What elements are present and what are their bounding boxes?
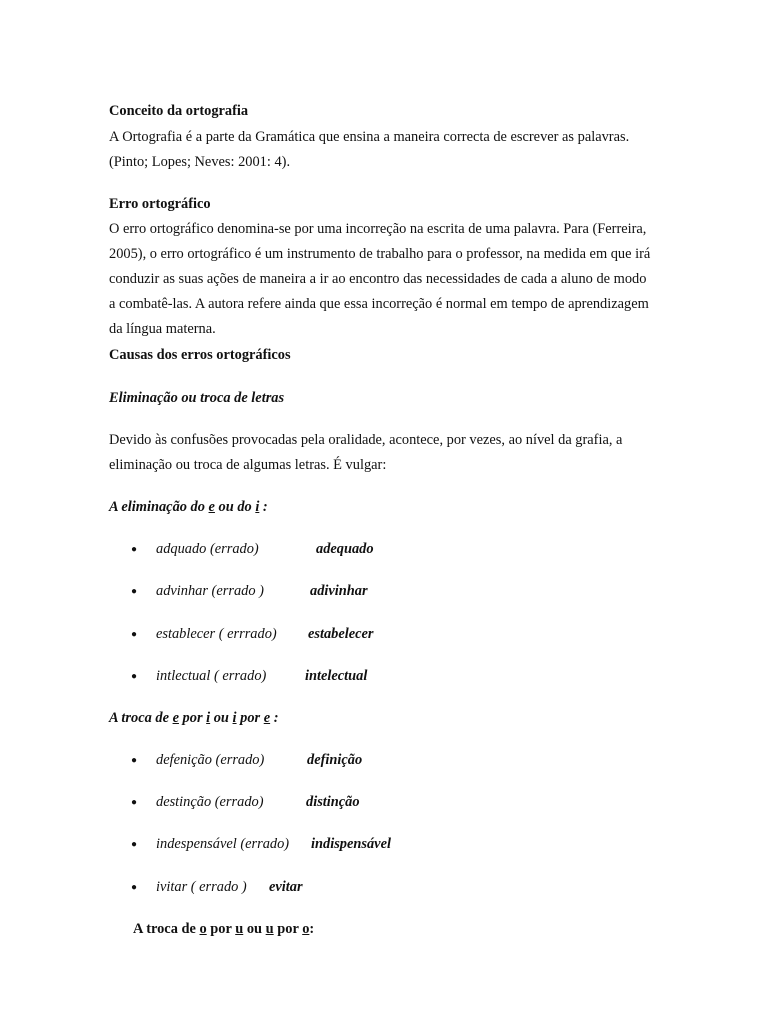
paragraph-line: Devido às confusões provocadas pela oralidade, acontece, por vezes, ao nível da grafia, a [109,432,623,448]
group-title-swap-o-u [133,920,314,938]
bullet-icon: ● [131,586,138,597]
title-letter: o [199,921,207,937]
wrong-word: adquado (errado) [156,541,259,557]
wrong-word: defenição (errado) [156,752,265,768]
correct-word: intelectual [305,668,368,684]
section-heading-concept: Conceito da ortografia [109,103,249,119]
bullet-icon: ● [131,839,138,850]
paragraph-line: conduzir as suas ações de maneira a ir ao encontro das necessidades de cada a aluno de modo [109,271,647,287]
title-part: : [309,921,315,937]
title-letter: i [255,499,260,515]
paragraph-line: a combatê-las. A autora refere ainda que essa incorreção é normal em tempo de aprendizagem [109,296,649,312]
title-part: : [259,499,268,515]
title-part: A eliminação do [109,499,209,515]
title-part: : [270,710,279,726]
group-title-elimination [109,498,268,516]
title-letter: i [206,710,211,726]
wrong-word: establecer ( errrado) [156,626,277,642]
paragraph-line: da língua materna. [109,321,216,337]
correct-word: definição [307,752,363,768]
wrong-word: advinhar (errado ) [156,583,264,599]
title-letter: i [232,710,237,726]
correct-word: indispensável [311,836,391,852]
bullet-icon: ● [131,671,138,682]
subheading-elimination: Eliminação ou troca de letras [109,390,285,406]
correct-word: adivinhar [310,583,368,599]
correct-word: distinção [306,794,360,810]
title-part: A troca de [109,710,173,726]
title-letter: o [302,921,310,937]
bullet-icon: ● [131,797,138,808]
bullet-icon: ● [131,755,138,766]
title-letter: e [263,710,271,726]
bullet-icon: ● [131,629,138,640]
paragraph-line: (Pinto; Lopes; Neves: 2001: 4). [109,154,291,170]
wrong-word: destinção (errado) [156,794,264,810]
title-part: ou [210,710,233,726]
title-part: ou do [214,499,256,515]
wrong-word: indespensável (errado) [156,836,290,852]
title-part: A troca de [133,921,200,937]
section-heading-error: Erro ortográfico [109,196,211,212]
title-letter: e [208,499,215,515]
paragraph-line: O erro ortográfico denomina-se por uma incorreção na escrita de uma palavra. Para (Ferreira, [109,221,647,237]
title-part: por [206,921,236,937]
section-heading-causes: Causas dos erros ortográficos [109,347,291,363]
title-part: ou [243,921,266,937]
bullet-icon: ● [131,544,138,555]
title-part: por [236,710,264,726]
title-letter: u [265,921,274,937]
paragraph-line: 2005), o erro ortográfico é um instrumento de trabalho para o professor, na medida em que irá [109,246,651,262]
group-title-swap-e-i [109,709,279,727]
wrong-word: ivitar ( errado ) [156,879,247,895]
correct-word: evitar [269,879,303,895]
title-letter: u [235,921,244,937]
title-letter: e [172,710,179,726]
correct-word: adequado [316,541,374,557]
title-part: por [178,710,207,726]
wrong-word: intlectual ( errado) [156,668,267,684]
bullet-icon: ● [131,882,138,893]
correct-word: estabelecer [308,626,374,642]
title-part: por [273,921,303,937]
paragraph-line: eliminação ou troca de algumas letras. É vulgar: [109,457,387,473]
paragraph-line: A Ortografia é a parte da Gramática que ensina a maneira correcta de escrever as palavras. [109,129,630,145]
